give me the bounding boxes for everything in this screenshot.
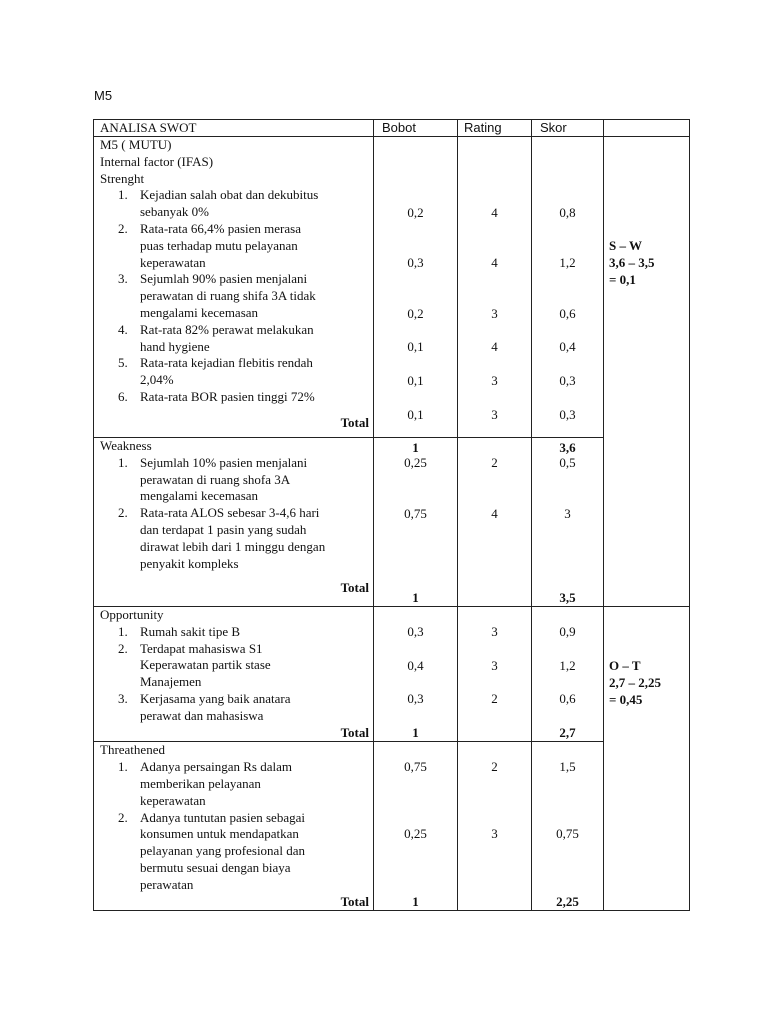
weakness-total-bobot: 1 [412, 590, 419, 605]
header-result [604, 120, 690, 137]
intro-internal-factor: Internal factor (IFAS) [100, 153, 214, 169]
threat-total-bobot: 1 [412, 894, 419, 910]
ot-values: 2,7 – 2,25 [609, 675, 661, 690]
strength-factors [94, 137, 374, 438]
opportunity-total-label: Total [340, 724, 369, 740]
header-bobot: Bobot [374, 120, 458, 137]
sw-value: = 0,1 [609, 272, 636, 287]
threat-total-skor: 2,25 [556, 894, 579, 910]
threat-section [94, 742, 690, 911]
weakness-bobot: 0,25 0,75 1 [374, 438, 458, 607]
list-item: 6. Rata-rata BOR pasien tinggi 72% [118, 388, 315, 404]
intro-mutu: M5 ( MUTU) [100, 137, 172, 152]
strength-title: Strenght [100, 170, 145, 186]
table-header-row [94, 120, 690, 137]
list-item: 3. Sejumlah 90% pasien menjalani perawatan di ruang shifa 3A tidak mengalami kecemasan [118, 271, 316, 320]
list-item: 2. Terdapat mahasiswa S1 Keperawatan partik stase Manajemen [118, 640, 271, 690]
threat-total-label: Total [340, 893, 369, 909]
list-item: 4. Rat-rata 82% perawat melakukan hand hygiene [118, 321, 314, 354]
ot-value: = 0,45 [609, 692, 643, 707]
weakness-section [94, 438, 690, 607]
list-item: 2. Rata-rata ALOS sebesar 3-4,6 hari dan terdapat 1 pasin yang sudah dirawat lebih dari 1 minggu dengan penyakit kompleks [118, 505, 326, 571]
weakness-rating: 2 4 [458, 438, 532, 607]
list-item: 3. Kerjasama yang baik anatara perawat dan mahasiswa [118, 690, 291, 723]
strength-total-bobot: 1 [412, 440, 419, 455]
sw-formula: S – W [609, 238, 642, 253]
header-analisa-swot: ANALISA SWOT [94, 120, 374, 137]
weakness-total-skor: 3,5 [559, 590, 576, 605]
threat-factors [94, 742, 374, 911]
list-item: 5. Rata-rata kejadian flebitis rendah 2,04% [118, 355, 313, 388]
threat-bobot: 0,75 0,25 1 [374, 742, 458, 911]
list-item: 2. Adanya tuntutan pasien sebagai konsumen untuk mendapatkan pelayanan yang profesional dan bermutu sesuai dengan biaya perawatan [118, 809, 305, 892]
opportunity-skor: 0,9 1,2 0,6 2,7 [532, 607, 604, 742]
header-rating: Rating [458, 120, 532, 137]
sw-values: 3,6 – 3,5 [609, 255, 655, 270]
weakness-title: Weakness [100, 438, 152, 453]
strength-skor: 0,8 1,2 0,6 0,4 0,3 0,3 3,6 [532, 137, 604, 438]
header-skor: Skor [532, 120, 604, 137]
strength-total-skor: 3,6 [559, 440, 576, 455]
strength-section [94, 137, 690, 438]
opportunity-total-skor: 2,7 [559, 725, 576, 740]
opportunity-section [94, 607, 690, 742]
strength-rating: 4 4 3 4 3 3 [458, 137, 532, 438]
list-item: 1. Sejumlah 10% pasien menjalani perawatan di ruang shofa 3A mengalami kecemasan [118, 454, 308, 504]
swot-analysis-table [93, 119, 690, 911]
list-item: 2. Rata-rata 66,4% pasien merasa puas terhadap mutu pelayanan keperawatan [118, 220, 301, 270]
weakness-skor: 0,5 3 3,5 [532, 438, 604, 607]
ot-formula: O – T [609, 658, 641, 673]
threat-skor: 1,5 0,75 2,25 [532, 742, 604, 911]
weakness-total-label: Total [340, 580, 369, 596]
page-label: M5 [94, 88, 113, 103]
strength-total-label: Total [340, 414, 369, 430]
strength-bobot: 0,2 0,3 0,2 0,1 0,1 0,1 1 [374, 137, 458, 438]
list-item: 1. Rumah sakit tipe B [118, 623, 241, 639]
ot-result [604, 607, 690, 911]
weakness-factors [94, 438, 374, 607]
list-item: 1. Kejadian salah obat dan dekubitus sebanyak 0% [118, 187, 319, 220]
sw-result [604, 137, 690, 607]
opportunity-title: Opportunity [100, 607, 164, 622]
opportunity-rating: 3 3 2 [458, 607, 532, 742]
opportunity-bobot: 0,3 0,4 0,3 1 [374, 607, 458, 742]
threat-rating: 2 3 [458, 742, 532, 911]
opportunity-total-bobot: 1 [412, 725, 419, 740]
opportunity-factors [94, 607, 374, 742]
threat-title: Threathened [100, 742, 165, 758]
list-item: 1. Adanya persaingan Rs dalam memberikan pelayanan keperawatan [118, 759, 292, 808]
